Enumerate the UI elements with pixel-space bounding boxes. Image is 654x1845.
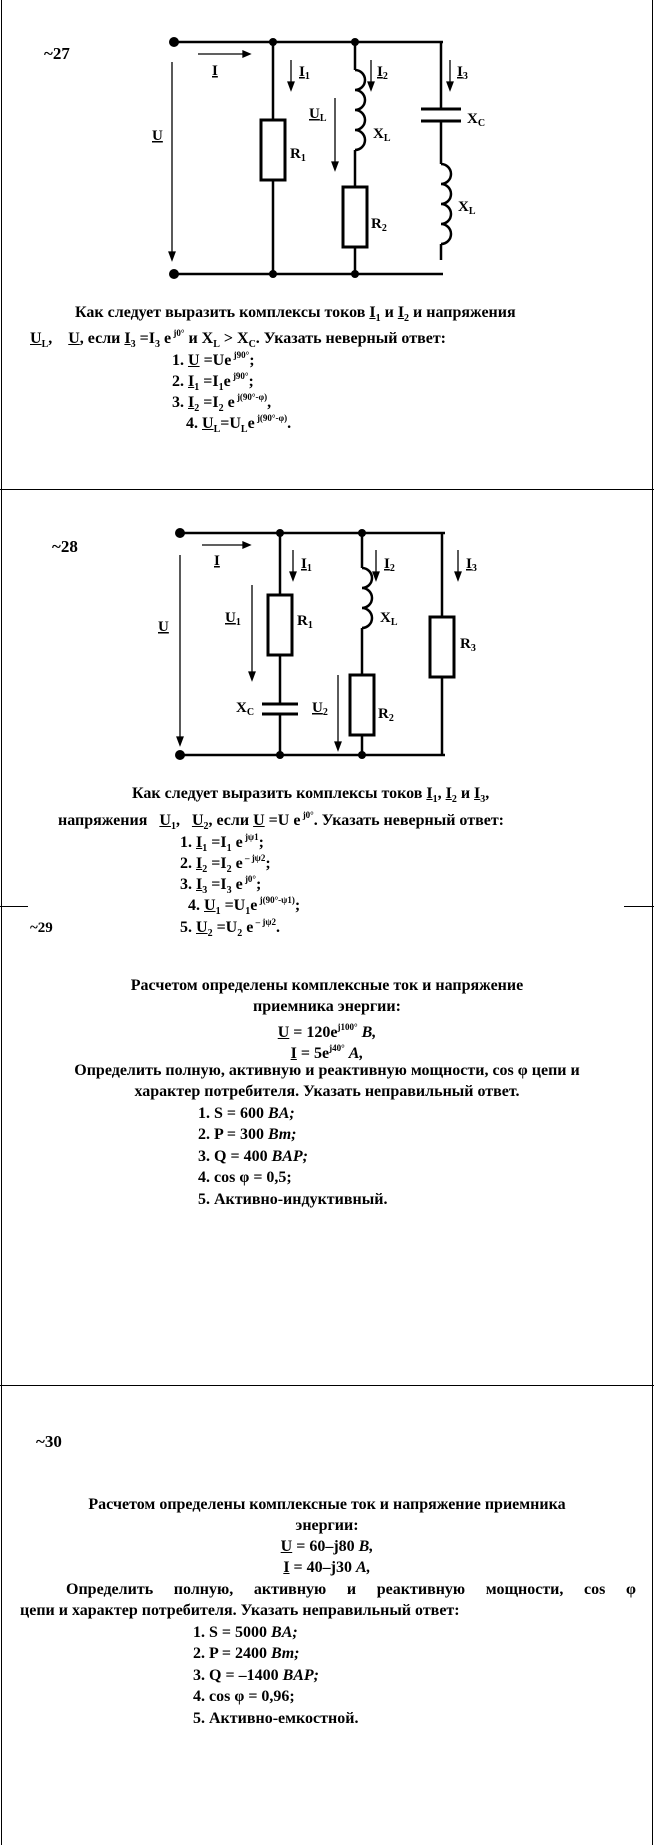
question-30-current: I = 40–j30 A, [283, 1559, 371, 1576]
svg-text:XL: $X_L$ [373, 126, 391, 144]
answer-27-2: 2. $I_1 =I_1e$ $^{j90^\circ}$; [172, 371, 254, 394]
section-divider-27-28 [0, 489, 654, 490]
question-text-29-line5: Определить полную, активную и реактивную мощности, cos φ цепи и [74, 1062, 580, 1079]
question-text-30-line1: Расчетом определены комплексные ток и напряжение приемника [88, 1496, 566, 1513]
question-text-27-line2: $U_L$, U, если $I_3 =I_3$ e $^{j0^\circ}$ и $X_L > X_C$. Указать неверный ответ: [30, 328, 447, 351]
circuit-diagram-27 [0, 0, 654, 290]
svg-text:XL: $X_L$ [458, 199, 476, 217]
question-text-29-line2: приемника энергии: [253, 998, 401, 1015]
svg-text:I1: $I_1$ [301, 556, 312, 574]
question-text-29-line1: Расчетом определены комплексные ток и напряжение [130, 977, 524, 994]
answer-28-2: 2. $I_2 =I_2$ e $^{- j\psi 2}$; [180, 853, 271, 876]
question-text-30-line2: энергии: [295, 1517, 359, 1534]
answer-27-3: 3. $I_2 =I_2$ e $^{j(90^\circ-\varphi)}$, [172, 392, 272, 415]
question-text-27-line1: Как следует выразить комплексы токов $I_1$ и $I_2$ и напряжения [75, 304, 516, 325]
answer-30-3: 3. Q = –1400 BAP; [193, 1667, 320, 1684]
question-text-30-line6: цепи и характер потребителя. Указать неправильный ответ: [20, 1602, 460, 1619]
answer-29-3: 3. Q = 400 BAP; [198, 1148, 309, 1165]
svg-text:U: U [158, 619, 169, 635]
answer-28-5: 5. $U_2 =U_2$ e $^{- j\psi 2}$. [180, 917, 281, 940]
answer-29-5: 5. Активно-индуктивный. [198, 1191, 388, 1208]
answer-28-3: 3. $I_3 =I_3$ e $^{j0^\circ}$; [180, 874, 262, 897]
svg-text:I2: $I_2$ [377, 64, 388, 82]
svg-text:R1: $R_1$ [290, 146, 306, 164]
question-text-29-line6: характер потребителя. Указать неправильный ответ. [134, 1083, 520, 1100]
question-30-voltage: U = 60–j80 B, [280, 1538, 374, 1555]
section-divider-29-30 [0, 1385, 654, 1386]
svg-text:XL: $X_L$ [380, 610, 398, 628]
answer-30-1: 1. S = 5000 BA; [193, 1624, 298, 1641]
section-divider-28-29-right [624, 906, 654, 907]
label-U: U [152, 128, 163, 144]
question-number-28: ~28 [52, 537, 78, 556]
question-29-voltage: $U = 120e^{j100^\circ}$ B, [277, 1022, 377, 1041]
svg-text:U1: $U_1$ [225, 610, 241, 628]
answer-28-4: 4. $U_1 =U_1e$ $^{j(90^\circ-\psi 1)}$; [188, 895, 301, 918]
svg-text:I3: $I_3$ [466, 556, 477, 574]
question-number-27: ~27 [44, 44, 70, 63]
svg-text:R1: $R_1$ [297, 613, 313, 631]
answer-29-2: 2. P = 300 Bm; [198, 1126, 297, 1143]
svg-text:R2: $R_2$ [378, 706, 394, 724]
svg-text:I2: $I_2$ [384, 556, 395, 574]
question-number-29: ~29 [30, 920, 53, 936]
answer-29-4: 4. cos φ = 0,5; [198, 1169, 292, 1186]
svg-text:I: I [214, 553, 220, 569]
answer-30-4: 4. cos φ = 0,96; [193, 1688, 295, 1705]
question-number-30: ~30 [36, 1432, 62, 1451]
svg-text:UL: $U_L$ [309, 106, 327, 124]
question-text-28-line1: Как следует выразить комплексы токов $I_1$, $I_2$ и $I_3$, [132, 785, 490, 806]
svg-text:U2: $U_2$ [312, 700, 328, 718]
answer-28-1: 1. $I_1 =I_1$ e $^{j\psi 1}$; [180, 832, 264, 855]
question-text-30-line5: Определить полную, активную и реактивную мощности, cos φ [66, 1581, 636, 1598]
svg-text:XC: $X_C$ [467, 111, 486, 129]
answer-30-5: 5. Активно-емкостной. [193, 1710, 359, 1727]
question-text-28-line2: напряжения $U_1$, $U_2$, если U =U e $^{j0^\circ}$. Указать неверный ответ: [58, 810, 505, 833]
section-divider-28-29-left [0, 906, 28, 907]
svg-text:R2: $R_2$ [371, 216, 387, 234]
label-I: I [212, 63, 218, 79]
question-29-current: $I = 5e^{j40^\circ}$ A, [290, 1043, 364, 1062]
svg-text:I3: $I_3$ [457, 64, 468, 82]
answer-27-1: 1. U =Ue $^{j90^\circ}$; [172, 350, 255, 369]
svg-text:R3: $R_3$ [460, 636, 476, 654]
svg-text:XC: $X_C$ [236, 700, 255, 718]
svg-text:I1: $I_1$ [299, 64, 310, 82]
answer-30-2: 2. P = 2400 Bm; [193, 1645, 300, 1662]
answer-29-1: 1. S = 600 BA; [198, 1105, 295, 1122]
circuit-diagram-28 [0, 500, 654, 780]
answer-27-4: 4. $U_L=U_Le$ $^{j(90^\circ-\varphi)}$. [186, 413, 292, 436]
